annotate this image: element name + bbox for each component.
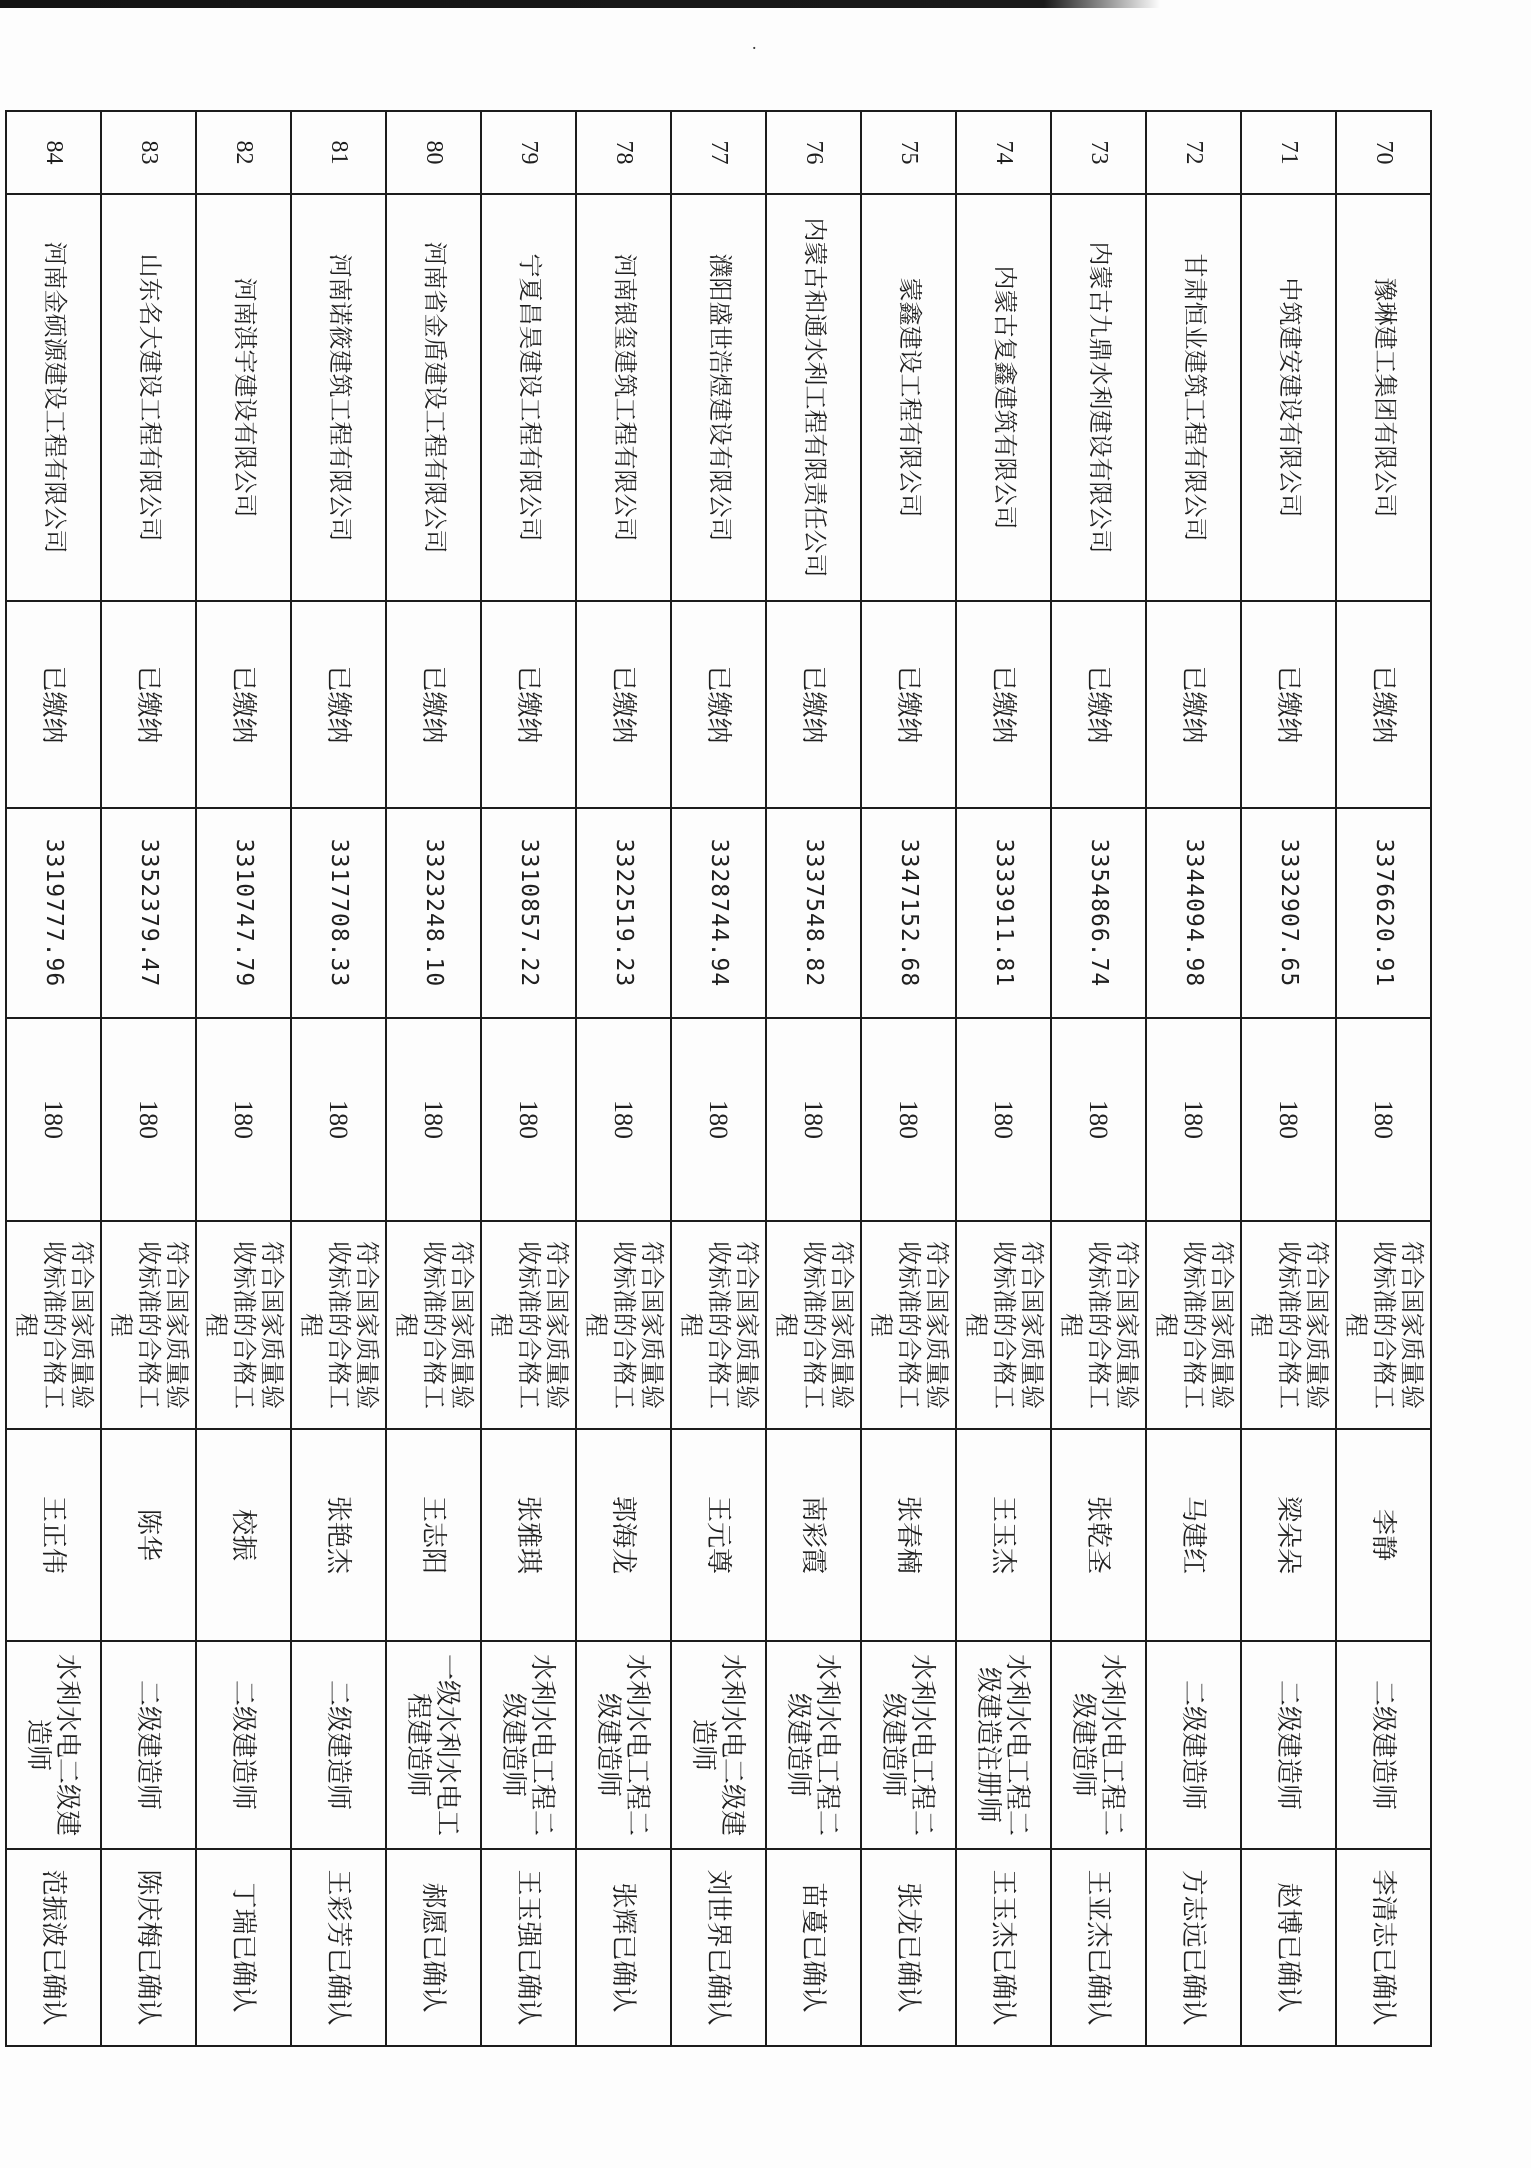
company-name-cell: 河南金硕源建设工程有限公司 bbox=[6, 194, 101, 601]
confirmation-cell: 陈庆梅已确认 bbox=[101, 1849, 196, 2046]
payment-status-cell: 已缴纳 bbox=[196, 601, 291, 808]
company-name-cell: 宁夏昌昊建设工程有限公司 bbox=[481, 194, 576, 601]
row-number-cell: 79 bbox=[481, 111, 576, 194]
duration-cell: 180 bbox=[196, 1018, 291, 1221]
table-row bbox=[386, 111, 481, 2046]
quality-standard-cell: 符合国家质量验收标准的合格工程 bbox=[386, 1221, 481, 1429]
manager-name-cell: 张雅琪 bbox=[481, 1429, 576, 1641]
manager-name-cell: 马建红 bbox=[1146, 1429, 1241, 1641]
fee-confirmation-table bbox=[5, 110, 1432, 2047]
table-row bbox=[1051, 111, 1146, 2046]
qualification-cell: 水利水电工程二级建造师 bbox=[481, 1641, 576, 1849]
quality-standard-cell: 符合国家质量验收标准的合格工程 bbox=[1051, 1221, 1146, 1429]
quality-standard-cell: 符合国家质量验收标准的合格工程 bbox=[101, 1221, 196, 1429]
duration-cell: 180 bbox=[1146, 1018, 1241, 1221]
amount-cell: 3333911.81 bbox=[956, 808, 1051, 1018]
company-name-cell: 河南诺筱建筑工程有限公司 bbox=[291, 194, 386, 601]
duration-cell: 180 bbox=[386, 1018, 481, 1221]
company-name-cell: 河南淇宇建设有限公司 bbox=[196, 194, 291, 601]
quality-standard-cell: 符合国家质量验收标准的合格工程 bbox=[196, 1221, 291, 1429]
quality-standard-cell: 符合国家质量验收标准的合格工程 bbox=[1336, 1221, 1431, 1429]
payment-status-cell: 已缴纳 bbox=[956, 601, 1051, 808]
qualification-cell: 二级建造师 bbox=[1241, 1641, 1336, 1849]
amount-cell: 3352379.47 bbox=[101, 808, 196, 1018]
table-row bbox=[671, 111, 766, 2046]
duration-cell: 180 bbox=[1051, 1018, 1146, 1221]
qualification-cell: 水利水电工程二级建造师 bbox=[766, 1641, 861, 1849]
confirmation-cell: 张辉已确认 bbox=[576, 1849, 671, 2046]
row-number-cell: 73 bbox=[1051, 111, 1146, 194]
confirmation-cell: 王玉强已确认 bbox=[481, 1849, 576, 2046]
table-row bbox=[196, 111, 291, 2046]
qualification-cell: 一级水利水电工程建造师 bbox=[386, 1641, 481, 1849]
manager-name-cell: 王志阳 bbox=[386, 1429, 481, 1641]
stray-ink-dot: . bbox=[752, 33, 757, 53]
payment-status-cell: 已缴纳 bbox=[101, 601, 196, 808]
quality-standard-cell: 符合国家质量验收标准的合格工程 bbox=[766, 1221, 861, 1429]
amount-cell: 3354866.74 bbox=[1051, 808, 1146, 1018]
row-number-cell: 80 bbox=[386, 111, 481, 194]
amount-cell: 3344094.98 bbox=[1146, 808, 1241, 1018]
confirmation-cell: 郝愿已确认 bbox=[386, 1849, 481, 2046]
qualification-cell: 二级建造师 bbox=[291, 1641, 386, 1849]
manager-name-cell: 王玉杰 bbox=[956, 1429, 1051, 1641]
table-row bbox=[766, 111, 861, 2046]
duration-cell: 180 bbox=[291, 1018, 386, 1221]
row-number-cell: 74 bbox=[956, 111, 1051, 194]
qualification-cell: 二级建造师 bbox=[1336, 1641, 1431, 1849]
table-row bbox=[1336, 111, 1431, 2046]
confirmation-cell: 丁瑞已确认 bbox=[196, 1849, 291, 2046]
duration-cell: 180 bbox=[6, 1018, 101, 1221]
duration-cell: 180 bbox=[1336, 1018, 1431, 1221]
table-row bbox=[101, 111, 196, 2046]
amount-cell: 3317708.33 bbox=[291, 808, 386, 1018]
quality-standard-cell: 符合国家质量验收标准的合格工程 bbox=[956, 1221, 1051, 1429]
company-name-cell: 豫琳建工集团有限公司 bbox=[1336, 194, 1431, 601]
manager-name-cell: 李静 bbox=[1336, 1429, 1431, 1641]
confirmation-cell: 王亚杰已确认 bbox=[1051, 1849, 1146, 2046]
qualification-cell: 水利水电工程二级建造注册师 bbox=[956, 1641, 1051, 1849]
company-name-cell: 中筑建安建设有限公司 bbox=[1241, 194, 1336, 601]
payment-status-cell: 已缴纳 bbox=[291, 601, 386, 808]
qualification-cell: 水利水电二级建造师 bbox=[6, 1641, 101, 1849]
payment-status-cell: 已缴纳 bbox=[1336, 601, 1431, 808]
confirmation-cell: 王玉杰已确认 bbox=[956, 1849, 1051, 2046]
payment-status-cell: 已缴纳 bbox=[766, 601, 861, 808]
qualification-cell: 水利水电工程二级建造师 bbox=[1051, 1641, 1146, 1849]
quality-standard-cell: 符合国家质量验收标准的合格工程 bbox=[481, 1221, 576, 1429]
amount-cell: 3310857.22 bbox=[481, 808, 576, 1018]
confirmation-cell: 张龙已确认 bbox=[861, 1849, 956, 2046]
confirmation-cell: 苗蔓已确认 bbox=[766, 1849, 861, 2046]
table-row bbox=[6, 111, 101, 2046]
payment-status-cell: 已缴纳 bbox=[671, 601, 766, 808]
amount-cell: 3323248.10 bbox=[386, 808, 481, 1018]
row-number-cell: 75 bbox=[861, 111, 956, 194]
row-number-cell: 82 bbox=[196, 111, 291, 194]
quality-standard-cell: 符合国家质量验收标准的合格工程 bbox=[671, 1221, 766, 1429]
company-name-cell: 内蒙古和通水利工程有限责任公司 bbox=[766, 194, 861, 601]
quality-standard-cell: 符合国家质量验收标准的合格工程 bbox=[861, 1221, 956, 1429]
company-name-cell: 濮阳盛世浩煜建设有限公司 bbox=[671, 194, 766, 601]
company-name-cell: 蒙鑫建设工程有限公司 bbox=[861, 194, 956, 601]
table-row bbox=[291, 111, 386, 2046]
manager-name-cell: 南彩霞 bbox=[766, 1429, 861, 1641]
payment-status-cell: 已缴纳 bbox=[386, 601, 481, 808]
payment-status-cell: 已缴纳 bbox=[576, 601, 671, 808]
payment-status-cell: 已缴纳 bbox=[481, 601, 576, 808]
duration-cell: 180 bbox=[576, 1018, 671, 1221]
table-row bbox=[1241, 111, 1336, 2046]
manager-name-cell: 王元尊 bbox=[671, 1429, 766, 1641]
row-number-cell: 76 bbox=[766, 111, 861, 194]
duration-cell: 180 bbox=[1241, 1018, 1336, 1221]
row-number-cell: 78 bbox=[576, 111, 671, 194]
manager-name-cell: 王正伟 bbox=[6, 1429, 101, 1641]
payment-status-cell: 已缴纳 bbox=[1051, 601, 1146, 808]
company-name-cell: 内蒙古复鑫建筑有限公司 bbox=[956, 194, 1051, 601]
amount-cell: 3337548.82 bbox=[766, 808, 861, 1018]
quality-standard-cell: 符合国家质量验收标准的合格工程 bbox=[1146, 1221, 1241, 1429]
amount-cell: 3322519.23 bbox=[576, 808, 671, 1018]
manager-name-cell: 张乾圣 bbox=[1051, 1429, 1146, 1641]
amount-cell: 3328744.94 bbox=[671, 808, 766, 1018]
qualification-cell: 二级建造师 bbox=[196, 1641, 291, 1849]
confirmation-cell: 方志远已确认 bbox=[1146, 1849, 1241, 2046]
qualification-cell: 水利水电工程二级建造师 bbox=[576, 1641, 671, 1849]
quality-standard-cell: 符合国家质量验收标准的合格工程 bbox=[1241, 1221, 1336, 1429]
company-name-cell: 内蒙古九鼎水利建设有限公司 bbox=[1051, 194, 1146, 601]
qualification-cell: 水利水电二级建造师 bbox=[671, 1641, 766, 1849]
row-number-cell: 71 bbox=[1241, 111, 1336, 194]
row-number-cell: 81 bbox=[291, 111, 386, 194]
manager-name-cell: 陈华 bbox=[101, 1429, 196, 1641]
manager-name-cell: 张春楠 bbox=[861, 1429, 956, 1641]
company-name-cell: 河南省金盾建设工程有限公司 bbox=[386, 194, 481, 601]
table-body bbox=[6, 111, 1431, 2046]
confirmation-cell: 赵博已确认 bbox=[1241, 1849, 1336, 2046]
payment-status-cell: 已缴纳 bbox=[1241, 601, 1336, 808]
duration-cell: 180 bbox=[671, 1018, 766, 1221]
table-row bbox=[576, 111, 671, 2046]
payment-status-cell: 已缴纳 bbox=[1146, 601, 1241, 808]
amount-cell: 3347152.68 bbox=[861, 808, 956, 1018]
qualification-cell: 二级建造师 bbox=[101, 1641, 196, 1849]
duration-cell: 180 bbox=[861, 1018, 956, 1221]
row-number-cell: 70 bbox=[1336, 111, 1431, 194]
confirmation-cell: 王彩芳已确认 bbox=[291, 1849, 386, 2046]
confirmation-cell: 刘世界已确认 bbox=[671, 1849, 766, 2046]
amount-cell: 3319777.96 bbox=[6, 808, 101, 1018]
duration-cell: 180 bbox=[101, 1018, 196, 1221]
payment-status-cell: 已缴纳 bbox=[861, 601, 956, 808]
table-row bbox=[861, 111, 956, 2046]
manager-name-cell: 梁朵朵 bbox=[1241, 1429, 1336, 1641]
qualification-cell: 二级建造师 bbox=[1146, 1641, 1241, 1849]
table-row bbox=[956, 111, 1051, 2046]
payment-status-cell: 已缴纳 bbox=[6, 601, 101, 808]
duration-cell: 180 bbox=[766, 1018, 861, 1221]
manager-name-cell: 郭海龙 bbox=[576, 1429, 671, 1641]
row-number-cell: 77 bbox=[671, 111, 766, 194]
duration-cell: 180 bbox=[956, 1018, 1051, 1221]
qualification-cell: 水利水电工程二级建造师 bbox=[861, 1641, 956, 1849]
amount-cell: 3310747.79 bbox=[196, 808, 291, 1018]
row-number-cell: 84 bbox=[6, 111, 101, 194]
table-row bbox=[1146, 111, 1241, 2046]
confirmation-cell: 李清志已确认 bbox=[1336, 1849, 1431, 2046]
company-name-cell: 甘肃恒业建筑工程有限公司 bbox=[1146, 194, 1241, 601]
duration-cell: 180 bbox=[481, 1018, 576, 1221]
manager-name-cell: 校振 bbox=[196, 1429, 291, 1641]
manager-name-cell: 张艳杰 bbox=[291, 1429, 386, 1641]
company-name-cell: 河南银玺建筑工程有限公司 bbox=[576, 194, 671, 601]
confirmation-cell: 范振波已确认 bbox=[6, 1849, 101, 2046]
amount-cell: 3332907.65 bbox=[1241, 808, 1336, 1018]
table-row bbox=[481, 111, 576, 2046]
company-name-cell: 山东名大建设工程有限公司 bbox=[101, 194, 196, 601]
amount-cell: 3376620.91 bbox=[1336, 808, 1431, 1018]
quality-standard-cell: 符合国家质量验收标准的合格工程 bbox=[576, 1221, 671, 1429]
row-number-cell: 83 bbox=[101, 111, 196, 194]
quality-standard-cell: 符合国家质量验收标准的合格工程 bbox=[291, 1221, 386, 1429]
quality-standard-cell: 符合国家质量验收标准的合格工程 bbox=[6, 1221, 101, 1429]
row-number-cell: 72 bbox=[1146, 111, 1241, 194]
